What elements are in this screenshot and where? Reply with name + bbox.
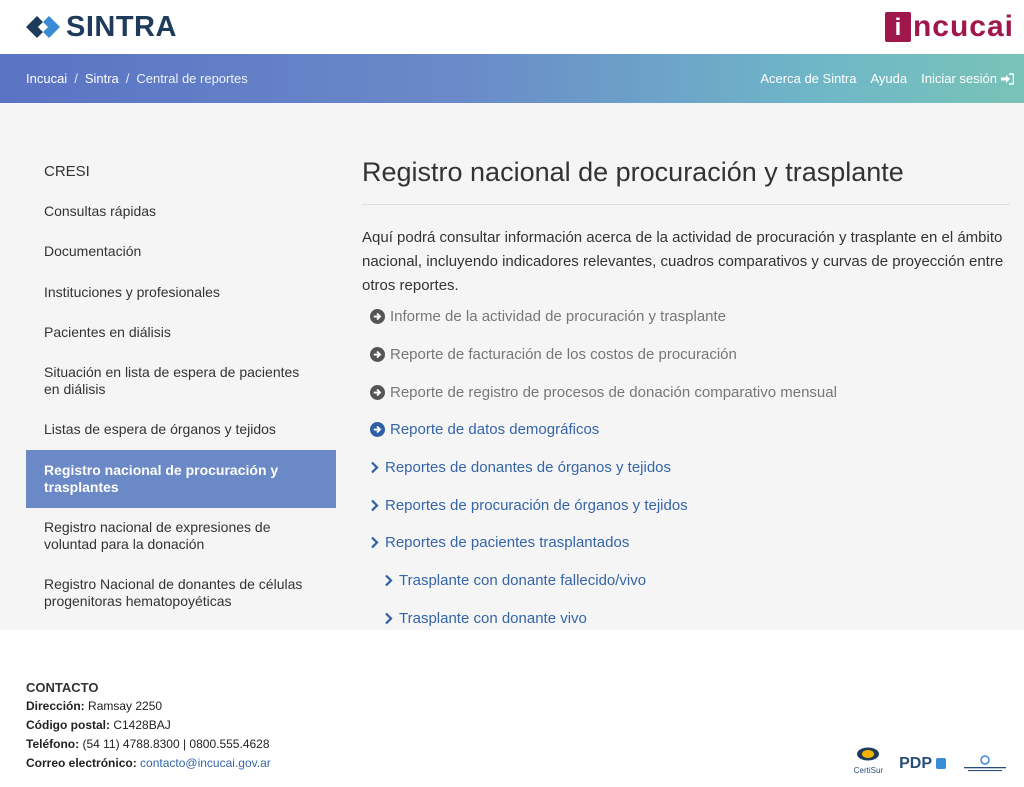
chevron-right-icon <box>370 461 380 474</box>
certisur-logo[interactable] <box>854 747 883 780</box>
report-label: Reportes de procuración de órganos y tejidos <box>385 496 688 514</box>
circle-arrow-right-icon <box>370 385 385 400</box>
incucai-logo[interactable] <box>885 10 1014 44</box>
incucai-logo-text: ncucai <box>912 10 1014 43</box>
postal-value: C1428BAJ <box>113 718 171 732</box>
incucai-logo-box: i <box>885 12 911 42</box>
main-area <box>0 103 1024 630</box>
chevron-right-icon <box>384 574 394 587</box>
sidebar-item-registro-voluntad[interactable]: Registro nacional de expresiones de voluntad para la donación <box>44 519 271 552</box>
sidebar-item-registro-celulas[interactable]: Registro Nacional de donantes de células progenitoras hematopoyéticas <box>44 576 303 609</box>
certisur-label: CertiSur <box>853 766 884 775</box>
sidebar-item-consultas-rapidas[interactable]: Consultas rápidas <box>44 203 157 219</box>
report-label: Reportes de donantes de órganos y tejidos <box>385 459 672 477</box>
phone-label: Teléfono: <box>26 737 80 751</box>
chevron-right-icon <box>370 536 380 549</box>
address-value: Ramsay 2250 <box>88 699 163 713</box>
report-label: Reportes de pacientes trasplantados <box>385 534 630 552</box>
sidebar-item-pacientes-dialisis[interactable]: Pacientes en diálisis <box>44 324 171 340</box>
sidebar-item-situacion-lista-espera[interactable]: Situación en lista de espera de pacientes en diálisis <box>44 364 300 397</box>
login-label: Iniciar sesión <box>921 71 997 86</box>
login-link[interactable] <box>921 71 1014 86</box>
report-item-donantes[interactable] <box>362 449 1010 487</box>
sidebar <box>26 149 336 630</box>
breadcrumb-separator: / <box>74 71 78 86</box>
sidebar-item-listas-espera[interactable]: Listas de espera de órganos y tejidos <box>44 421 276 437</box>
nav-bar <box>0 54 1024 103</box>
report-list <box>362 298 1010 637</box>
breadcrumb-current: Central de reportes <box>136 71 248 86</box>
sidebar-item-registro-procuracion[interactable]: Registro nacional de procuración y trasplantes <box>26 450 336 508</box>
content <box>362 149 1010 630</box>
aaip-logo[interactable] <box>962 755 1008 773</box>
chevron-right-icon <box>370 499 380 512</box>
contact-address <box>26 697 998 716</box>
footer <box>0 630 1024 787</box>
circle-arrow-right-icon <box>370 422 385 437</box>
pdp-label: PDP <box>899 755 932 772</box>
aaip-emblem-icon <box>962 755 1008 773</box>
contact-email <box>26 754 998 773</box>
top-header <box>0 0 1024 54</box>
help-link[interactable]: Ayuda <box>870 71 908 86</box>
sintra-logo[interactable] <box>26 11 177 44</box>
sign-in-icon <box>1001 73 1014 85</box>
sidebar-item-instituciones[interactable]: Instituciones y profesionales <box>44 284 220 300</box>
report-item-facturacion[interactable] <box>362 336 1010 374</box>
circle-arrow-right-icon <box>370 347 385 362</box>
nav-links <box>760 71 1014 86</box>
breadcrumb-incucai[interactable]: Incucai <box>26 71 68 86</box>
report-label: Trasplante con donante vivo <box>399 609 587 627</box>
contact-postal <box>26 716 998 735</box>
partner-logos <box>854 747 1008 780</box>
report-label: Reporte de facturación de los costos de procuración <box>390 346 737 364</box>
email-link[interactable]: contacto@incucai.gov.ar <box>140 756 271 770</box>
circle-arrow-right-icon <box>370 309 385 324</box>
report-item-datos-demograficos[interactable] <box>362 411 1010 449</box>
sidebar-item-documentacion[interactable]: Documentación <box>44 243 142 259</box>
intro-text: Aquí podrá consultar información acerca de la actividad de procuración y trasplante en el ámbito nacional, incluyendo indicadores relevantes, cuadros comparativos y curvas de proyección entre otros reportes. <box>362 229 1004 294</box>
sidebar-title: CRESI <box>44 163 90 180</box>
certisur-seal-icon <box>856 747 880 761</box>
report-label: Trasplante con donante fallecido/vivo <box>399 572 647 590</box>
phone-value: (54 11) 4788.8300 | 0800.555.4628 <box>82 737 270 751</box>
page-title: Registro nacional de procuración y trasplante <box>362 149 1010 205</box>
chevron-right-icon <box>384 612 394 625</box>
sintra-diamond-icon <box>26 12 60 42</box>
address-label: Dirección: <box>26 699 85 713</box>
report-label: Informe de la actividad de procuración y trasplante <box>390 308 727 326</box>
postal-label: Código postal: <box>26 718 110 732</box>
email-label: Correo electrónico: <box>26 756 137 770</box>
report-item-pacientes-trasplantados[interactable] <box>362 524 1010 562</box>
report-item-informe-actividad[interactable] <box>362 298 1010 336</box>
pdp-shield-icon <box>936 758 946 769</box>
about-link[interactable]: Acerca de Sintra <box>760 71 857 86</box>
report-label: Reporte de datos demográficos <box>390 421 600 439</box>
breadcrumb-sintra[interactable]: Sintra <box>84 71 119 86</box>
contact-phone <box>26 735 998 754</box>
contact-title: CONTACTO <box>26 680 99 695</box>
report-item-donante-fallecido-vivo[interactable] <box>362 562 1010 600</box>
pdp-logo[interactable] <box>899 754 946 773</box>
breadcrumb <box>26 71 248 86</box>
report-item-procuracion[interactable] <box>362 486 1010 524</box>
report-item-procesos-donacion[interactable] <box>362 373 1010 411</box>
breadcrumb-separator: / <box>125 71 130 86</box>
sintra-logo-text: SINTRA <box>66 10 177 43</box>
report-label: Reporte de registro de procesos de donación comparativo mensual <box>390 383 837 401</box>
